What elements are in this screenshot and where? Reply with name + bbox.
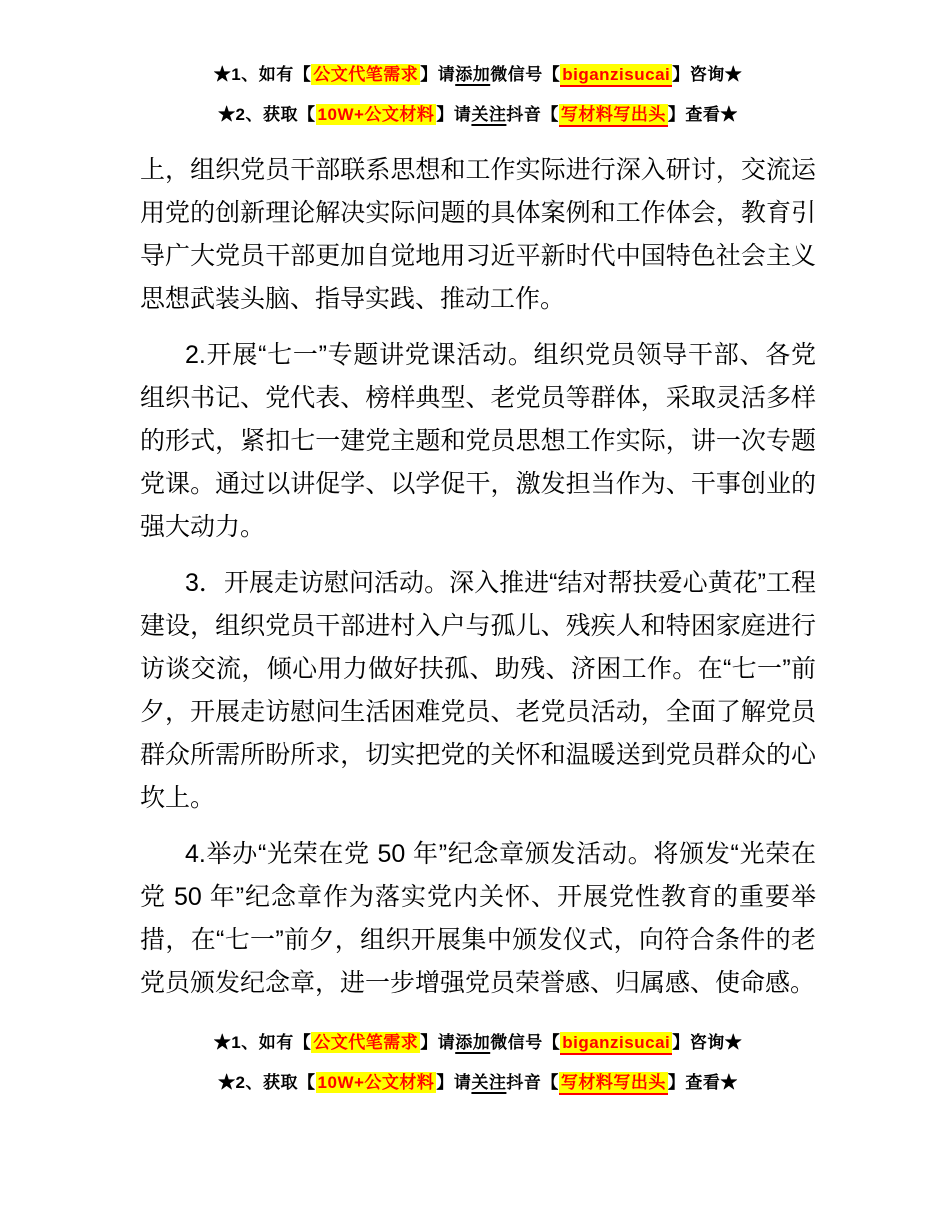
- promo1-service-highlight: 公文代笔需求: [313, 65, 419, 84]
- promo1-suffix: 】咨询★: [672, 65, 743, 84]
- promo1-wechat-id-highlight: biganzisucai: [560, 1032, 672, 1055]
- promo2-prefix: ★2、获取【: [218, 1073, 316, 1092]
- promo2-mid2: 抖音【: [506, 1073, 559, 1092]
- promo-footer: [140, 1023, 816, 1103]
- promo-footer-line-1: [140, 1023, 816, 1063]
- promo2-mid1: 】请: [436, 105, 472, 124]
- promo2-douyin-id-highlight: 写材料写出头: [559, 1072, 668, 1095]
- promo1-wechat-id-highlight: biganzisucai: [560, 64, 672, 87]
- promo2-suffix: 】查看★: [667, 105, 738, 124]
- promo1-suffix: 】咨询★: [672, 1033, 743, 1052]
- body-paragraph-item-4: 4.举办“光荣在党 50 年”纪念章颁发活动。将颁发“光荣在党 50 年”纪念章作为落实党内关怀、开展党性教育的重要举措，在“七一”前夕，组织开展集中颁发仪式，向符合条件的老党员颁发纪念章，进一步增强党员荣誉感、归属感、使命感。: [140, 840, 816, 997]
- promo2-material-highlight: 10W+公文材料: [317, 1073, 435, 1092]
- promo-header-line-2: [140, 95, 816, 135]
- promo2-follow-underline: 关注: [471, 105, 507, 124]
- promo2-douyin-id-highlight: 写材料写出头: [559, 104, 668, 127]
- promo1-mid1: 】请: [420, 65, 456, 84]
- promo-header: [140, 55, 816, 135]
- body-paragraph-item-3: 3．开展走访慰问活动。深入推进“结对帮扶爱心黄花”工程建设，组织党员干部进村入户与孤儿、残疾人和特困家庭进行访谈交流，倾心用力做好扶孤、助残、济困工作。在“七一”前夕，开展走访慰问生活困难党员、老党员活动，全面了解党员群众所需所盼所求，切实把党的关怀和温暖送到党员群众的心坎上。: [140, 569, 816, 812]
- promo1-prefix: ★1、如有【: [213, 1033, 312, 1052]
- promo2-mid1: 】请: [436, 1073, 472, 1092]
- promo1-add-underline: 添加: [455, 1033, 491, 1052]
- promo2-follow-underline: 关注: [471, 1073, 507, 1092]
- promo-header-line-1: [140, 55, 816, 95]
- document-body: [140, 149, 816, 1005]
- promo2-suffix: 】查看★: [667, 1073, 738, 1092]
- promo2-mid2: 抖音【: [506, 105, 559, 124]
- promo1-mid1: 】请: [420, 1033, 456, 1052]
- promo1-add-underline: 添加: [455, 65, 491, 84]
- promo1-service-highlight: 公文代笔需求: [313, 1033, 419, 1052]
- body-paragraph-continuation: 上，组织党员干部联系思想和工作实际进行深入研讨，交流运用党的创新理论解决实际问题的具体案例和工作体会，教育引导广大党员干部更加自觉地用习近平新时代中国特色社会主义思想武装头脑、指导实践、推动工作。: [140, 156, 816, 313]
- promo2-prefix: ★2、获取【: [218, 105, 316, 124]
- promo-footer-line-2: [140, 1063, 816, 1103]
- body-paragraph-item-2: 2.开展“七一”专题讲党课活动。组织党员领导干部、各党组织书记、党代表、榜样典型、老党员等群体，采取灵活多样的形式，紧扣七一建党主题和党员思想工作实际，讲一次专题党课。通过以讲促学、以学促干，激发担当作为、干事创业的强大动力。: [140, 341, 816, 541]
- promo1-mid2: 微信号【: [490, 65, 561, 84]
- promo2-material-highlight: 10W+公文材料: [317, 105, 435, 124]
- promo1-mid2: 微信号【: [490, 1033, 561, 1052]
- promo1-prefix: ★1、如有【: [213, 65, 312, 84]
